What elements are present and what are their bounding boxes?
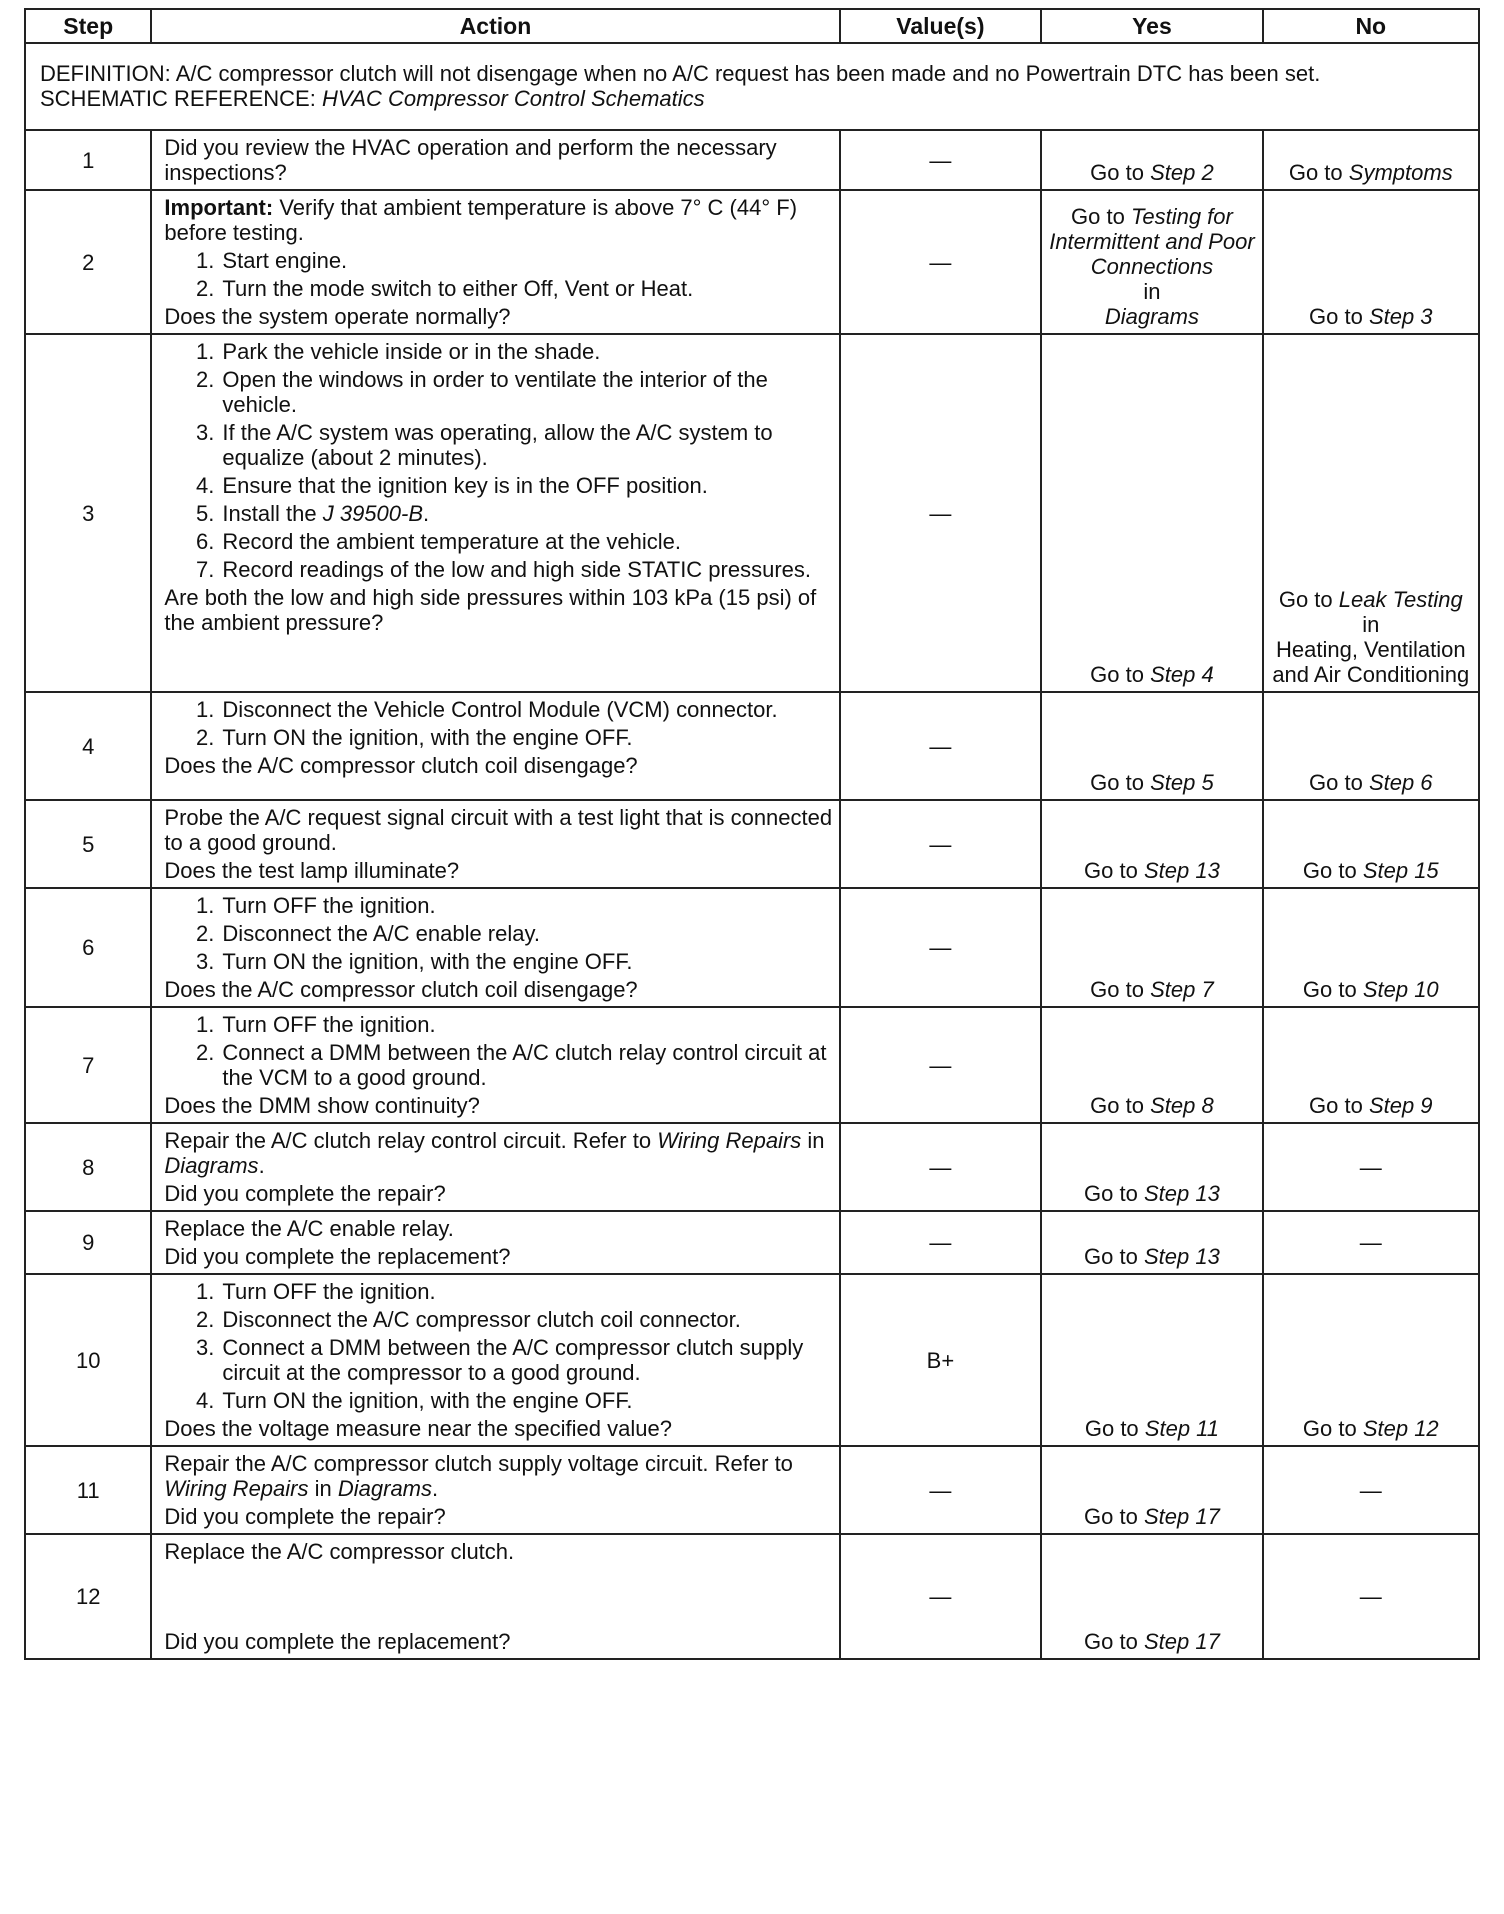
- table-row: [25, 1446, 1479, 1534]
- table-row: [25, 692, 1479, 800]
- no-target: Step 15: [1362, 858, 1439, 883]
- no-prefix: Go to: [1288, 160, 1343, 185]
- action-question: Does the DMM show continuity?: [164, 1093, 480, 1118]
- no-target: Step 6: [1368, 770, 1433, 795]
- step-number: 11: [25, 1446, 151, 1534]
- yes-target: Testing for Intermittent and Poor Connections: [1049, 204, 1255, 279]
- list-item: 2. Turn the mode switch to either Off, Vent or Heat.: [220, 276, 832, 301]
- action-text-c: .: [432, 1476, 439, 1501]
- yes-target: Step 5: [1150, 770, 1214, 795]
- no-prefix: Go to: [1302, 977, 1357, 1002]
- diagnostic-table: [24, 8, 1480, 1660]
- schematic-label: SCHEMATIC REFERENCE:: [40, 86, 316, 111]
- no-cell: [1263, 334, 1479, 692]
- schematic-link: HVAC Compressor Control Schematics: [321, 86, 705, 111]
- table-row: [25, 1274, 1479, 1446]
- action-text-a: Repair the A/C compressor clutch supply voltage circuit. Refer to: [164, 1451, 793, 1476]
- action-question: Does the A/C compressor clutch coil disengage?: [164, 977, 638, 1002]
- value-cell: —: [840, 888, 1042, 1007]
- list-item-text: Install the: [222, 501, 317, 526]
- tool-suffix: .: [423, 501, 430, 526]
- action-text: [164, 1451, 832, 1501]
- header-row: [25, 9, 1479, 43]
- yes-cell: [1041, 1211, 1262, 1274]
- no-cell: [1263, 692, 1479, 800]
- list-item: 1. Park the vehicle inside or in the shade.: [220, 339, 832, 364]
- no-target: Step 10: [1362, 977, 1439, 1002]
- yes-book: Diagrams: [1104, 304, 1199, 329]
- step-number: 9: [25, 1211, 151, 1274]
- action-text-b: in: [807, 1128, 825, 1153]
- action-question: Did you complete the replacement?: [164, 1244, 511, 1269]
- list-item: 2. Turn ON the ignition, with the engine OFF.: [220, 725, 832, 750]
- yes-cell: [1041, 800, 1262, 888]
- yes-target: Step 2: [1150, 160, 1214, 185]
- table-row: [25, 190, 1479, 334]
- yes-cell: [1041, 1534, 1262, 1659]
- action-cell: [151, 334, 839, 692]
- no-book: Heating, Ventilation and Air Conditioning: [1272, 637, 1470, 687]
- definition-body: A/C compressor clutch will not disengage when no A/C request has been made and no Powertrain DTC has been set.: [175, 61, 1321, 86]
- no-cell: [1263, 888, 1479, 1007]
- value-cell: —: [840, 692, 1042, 800]
- yes-target: Step 13: [1143, 1244, 1220, 1269]
- yes-cell: [1041, 130, 1262, 190]
- action-question: Does the test lamp illuminate?: [164, 858, 460, 883]
- no-cell: —: [1263, 1211, 1479, 1274]
- no-prefix: Go to: [1309, 770, 1363, 795]
- action-cell: [151, 130, 839, 190]
- action-cell: [151, 1534, 839, 1659]
- value-cell: B+: [840, 1274, 1042, 1446]
- action-text: Replace the A/C compressor clutch.: [164, 1539, 515, 1564]
- value-cell: —: [840, 190, 1042, 334]
- no-cell: —: [1263, 1446, 1479, 1534]
- value-cell: —: [840, 800, 1042, 888]
- action-cell: [151, 1007, 839, 1123]
- step-number: 3: [25, 334, 151, 692]
- col-header-step: Step: [25, 9, 151, 43]
- value-cell: —: [840, 1534, 1042, 1659]
- action-cell: [151, 1446, 839, 1534]
- step-number: 2: [25, 190, 151, 334]
- yes-prefix: Go to: [1090, 662, 1144, 687]
- step-number: 8: [25, 1123, 151, 1211]
- yes-prefix: Go to: [1090, 160, 1144, 185]
- table-row: [25, 1007, 1479, 1123]
- wiring-repairs-link: Wiring Repairs: [657, 1128, 802, 1153]
- yes-cell: [1041, 334, 1262, 692]
- yes-prefix: Go to: [1090, 1093, 1144, 1118]
- no-cell: —: [1263, 1534, 1479, 1659]
- list-item: 1. Turn OFF the ignition.: [220, 1012, 832, 1037]
- definition-text: [40, 61, 1464, 86]
- action-steps: [164, 893, 832, 974]
- action-question: Did you complete the repair?: [164, 1504, 446, 1529]
- action-question: Does the voltage measure near the specified value?: [164, 1416, 672, 1441]
- yes-prefix: Go to: [1084, 1629, 1138, 1654]
- no-cell: [1263, 1007, 1479, 1123]
- yes-target: Step 4: [1150, 662, 1214, 687]
- action-question: Did you review the HVAC operation and perform the necessary inspections?: [164, 135, 777, 185]
- yes-cell: [1041, 1123, 1262, 1211]
- step-number: 6: [25, 888, 151, 1007]
- yes-target: Step 13: [1143, 1181, 1220, 1206]
- action-steps: [164, 1012, 832, 1090]
- list-item: 7. Record readings of the low and high side STATIC pressures.: [220, 557, 832, 582]
- yes-target: Step 11: [1144, 1416, 1220, 1441]
- action-cell: [151, 1211, 839, 1274]
- table-row: [25, 1534, 1479, 1659]
- action-cell: [151, 190, 839, 334]
- important-label: Important:: [164, 195, 274, 220]
- schematic-reference: [40, 86, 1464, 111]
- action-cell: [151, 1123, 839, 1211]
- no-prefix: Go to: [1302, 1416, 1357, 1441]
- no-target: Symptoms: [1348, 160, 1453, 185]
- col-header-no: No: [1263, 9, 1479, 43]
- value-cell: —: [840, 1007, 1042, 1123]
- table-row: [25, 1123, 1479, 1211]
- diagrams-link: Diagrams: [337, 1476, 433, 1501]
- table-row: [25, 334, 1479, 692]
- action-text-a: Repair the A/C clutch relay control circuit. Refer to: [164, 1128, 652, 1153]
- action-text-b: in: [314, 1476, 332, 1501]
- list-item: [220, 501, 832, 526]
- yes-target: Step 7: [1150, 977, 1214, 1002]
- important-note: [164, 195, 832, 245]
- value-cell: —: [840, 1446, 1042, 1534]
- col-header-yes: Yes: [1041, 9, 1262, 43]
- value-cell: —: [840, 130, 1042, 190]
- action-question: Does the A/C compressor clutch coil disengage?: [164, 753, 638, 778]
- diagrams-link: Diagrams: [164, 1153, 259, 1178]
- yes-cell: [1041, 1274, 1262, 1446]
- yes-prefix: Go to: [1090, 770, 1144, 795]
- action-cell: [151, 800, 839, 888]
- no-target: Leak Testing: [1338, 587, 1463, 612]
- no-cell: [1263, 800, 1479, 888]
- yes-cell: [1041, 888, 1262, 1007]
- list-item: 2. Open the windows in order to ventilate the interior of the vehicle.: [220, 367, 832, 417]
- yes-prefix: Go to: [1084, 1416, 1139, 1441]
- yes-prefix: Go to: [1084, 1181, 1138, 1206]
- step-number: 4: [25, 692, 151, 800]
- yes-cell: [1041, 190, 1262, 334]
- list-item: 4. Ensure that the ignition key is in the OFF position.: [220, 473, 832, 498]
- no-prefix: Go to: [1309, 1093, 1363, 1118]
- value-cell: —: [840, 334, 1042, 692]
- no-mid: in: [1362, 612, 1380, 637]
- definition-label: DEFINITION:: [40, 61, 171, 86]
- action-cell: [151, 1274, 839, 1446]
- list-item: 6. Record the ambient temperature at the vehicle.: [220, 529, 832, 554]
- spacer: [164, 1567, 832, 1629]
- yes-cell: [1041, 1007, 1262, 1123]
- no-cell: —: [1263, 1123, 1479, 1211]
- table-row: [25, 130, 1479, 190]
- yes-prefix: Go to: [1090, 977, 1144, 1002]
- step-number: 5: [25, 800, 151, 888]
- value-cell: —: [840, 1211, 1042, 1274]
- yes-mid: in: [1143, 279, 1161, 304]
- list-item: 3. If the A/C system was operating, allow the A/C system to equalize (about 2 minutes).: [220, 420, 832, 470]
- action-text: Replace the A/C enable relay.: [164, 1216, 454, 1241]
- action-question: Are both the low and high side pressures within 103 kPa (15 psi) of the ambient pressure?: [164, 585, 817, 635]
- no-prefix: Go to: [1309, 304, 1363, 329]
- yes-prefix: Go to: [1084, 1504, 1138, 1529]
- step-number: 12: [25, 1534, 151, 1659]
- action-text: [164, 1128, 832, 1178]
- list-item: 2. Disconnect the A/C enable relay.: [220, 921, 832, 946]
- list-item: 2. Disconnect the A/C compressor clutch coil connector.: [220, 1307, 832, 1332]
- col-header-values: Value(s): [840, 9, 1042, 43]
- important-text: Verify that ambient temperature is above 7° C (44° F) before testing.: [164, 195, 798, 245]
- no-prefix: Go to: [1302, 858, 1357, 883]
- list-item: 1. Start engine.: [220, 248, 832, 273]
- tool-reference: J 39500-B: [322, 501, 424, 526]
- list-item: 3. Turn ON the ignition, with the engine OFF.: [220, 949, 832, 974]
- value-cell: —: [840, 1123, 1042, 1211]
- yes-target: Step 17: [1143, 1504, 1220, 1529]
- action-cell: [151, 692, 839, 800]
- wiring-repairs-link: Wiring Repairs: [164, 1476, 309, 1501]
- yes-prefix: Go to: [1084, 858, 1138, 883]
- no-cell: [1263, 190, 1479, 334]
- yes-target: Step 17: [1143, 1629, 1220, 1654]
- action-cell: [151, 888, 839, 1007]
- action-text-c: .: [258, 1153, 265, 1178]
- table-row: [25, 888, 1479, 1007]
- list-item: 2. Connect a DMM between the A/C clutch relay control circuit at the VCM to a good ground.: [220, 1040, 832, 1090]
- action-steps: [164, 1279, 832, 1413]
- action-steps: [164, 697, 832, 750]
- list-item: 1. Turn OFF the ignition.: [220, 893, 832, 918]
- step-number: 10: [25, 1274, 151, 1446]
- yes-cell: [1041, 692, 1262, 800]
- list-item: 1. Turn OFF the ignition.: [220, 1279, 832, 1304]
- action-steps: [164, 248, 832, 301]
- yes-cell: [1041, 1446, 1262, 1534]
- table-row: [25, 800, 1479, 888]
- step-number: 7: [25, 1007, 151, 1123]
- no-prefix: Go to: [1278, 587, 1333, 612]
- list-item: 1. Disconnect the Vehicle Control Module (VCM) connector.: [220, 697, 832, 722]
- action-question: Does the system operate normally?: [164, 304, 511, 329]
- list-item: 4. Turn ON the ignition, with the engine OFF.: [220, 1388, 832, 1413]
- col-header-action: Action: [151, 9, 839, 43]
- list-item: 3. Connect a DMM between the A/C compressor clutch supply circuit at the compressor to a good ground.: [220, 1335, 832, 1385]
- yes-target: Step 13: [1143, 858, 1220, 883]
- definition-row: [25, 43, 1479, 130]
- yes-target: Step 8: [1150, 1093, 1214, 1118]
- table-row: [25, 1211, 1479, 1274]
- no-target: Step 9: [1368, 1093, 1433, 1118]
- action-steps: [164, 339, 832, 582]
- yes-prefix: Go to: [1071, 204, 1125, 229]
- no-target: Step 3: [1368, 304, 1433, 329]
- definition-cell: [25, 43, 1479, 130]
- yes-prefix: Go to: [1084, 1244, 1138, 1269]
- no-cell: [1263, 1274, 1479, 1446]
- step-number: 1: [25, 130, 151, 190]
- no-cell: [1263, 130, 1479, 190]
- action-question: Did you complete the repair?: [164, 1181, 446, 1206]
- action-text: Probe the A/C request signal circuit with a test light that is connected to a good ground.: [164, 805, 833, 855]
- action-question: Did you complete the replacement?: [164, 1629, 511, 1654]
- no-target: Step 12: [1362, 1416, 1439, 1441]
